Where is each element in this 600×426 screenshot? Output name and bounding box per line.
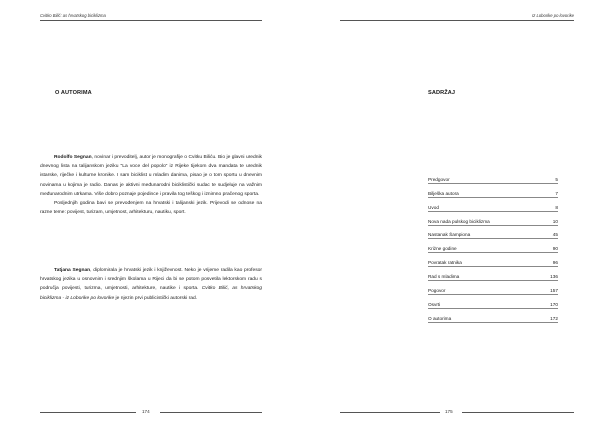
toc-page: 10	[552, 218, 558, 224]
toc-label: Nova nada pulskog biciklizma	[428, 218, 490, 224]
bio-paragraph	[40, 153, 262, 199]
toc-entry[interactable]	[428, 212, 558, 226]
toc-label: Nastanak Šampiona	[428, 232, 471, 238]
toc-entry[interactable]	[428, 226, 558, 240]
toc-label: Uvod	[428, 204, 439, 210]
toc-label: Povratak ratnika	[428, 260, 462, 266]
author-name: Tatjana Segnan	[54, 268, 91, 273]
running-header: Iz Loborike po lovorike	[532, 13, 574, 18]
toc-page: 157	[550, 288, 558, 294]
toc-page: 90	[552, 246, 558, 252]
running-header: Cvitko Bilić: as hrvatskog biciklizma	[40, 13, 106, 18]
toc-label: Kriżne godine	[428, 246, 457, 252]
toc-entry[interactable]	[428, 239, 558, 253]
header-rule	[40, 20, 262, 21]
page-footer	[0, 408, 300, 418]
toc-page: 136	[550, 274, 558, 280]
toc-entry[interactable]	[428, 281, 558, 295]
author-name: Rodolfo Segnan	[54, 155, 92, 160]
footer-rule	[160, 412, 262, 413]
toc-label: Pogovor	[428, 288, 446, 294]
footer-rule	[340, 412, 440, 413]
toc-entry[interactable]	[428, 184, 558, 198]
bio-text: , novinar i prevoditelj, autor je monografije o Cvitku Biliću. Bio je glavni urednik dnevnog lista na talijanskom jeziku "La voce del popolo" iz Rijeke tijekom dva mandata te urednik istarske, riječke i kulturne kronike. I sam biciklist u mladim danima, pisao je o tom sportu u dnevnim novinama u kojima je radio. Danas je aktivni međunarodni biciklistički sudac te sudjeluje na važnim međunarodnim utrkama. Više dobro poznaje pojedince i pravila tog teškog i iznimno pračenog sporta.	[40, 155, 262, 197]
table-of-contents	[428, 170, 558, 323]
bio-paragraph-2: Posljednjih godina bavi se prevođenjem na hrvatski i talijanski jezik. Prijevodi se odnose na razne teme: povijest, turizam, umjetnost, arhitekturu, nautiku, sport.	[40, 201, 262, 216]
bio-tatjana	[40, 266, 262, 303]
header-rule	[340, 20, 574, 21]
toc-page: 170	[550, 301, 558, 307]
toc-page: 96	[552, 260, 558, 266]
bio-paragraph	[40, 266, 262, 303]
toc-page: 7	[555, 190, 558, 196]
toc-entry[interactable]	[428, 295, 558, 309]
toc-label: Predgovor	[428, 176, 450, 182]
right-page	[300, 0, 600, 426]
toc-entry[interactable]	[428, 309, 558, 323]
toc-entry[interactable]	[428, 198, 558, 212]
toc-label: Osvrti	[428, 301, 441, 307]
page-number: 174	[142, 409, 150, 414]
toc-entry[interactable]	[428, 253, 558, 267]
bio-text-end: je njezin prvi publicistički autorski rad.	[114, 295, 198, 301]
toc-page: 5	[555, 176, 558, 182]
book-title: Cvitko Bilić, as hrvatskog biciklizma - iz Loborike po lovorike	[40, 286, 262, 301]
section-title: SADRŽAJ	[428, 90, 456, 96]
toc-entry[interactable]	[428, 267, 558, 281]
toc-page: 45	[552, 232, 558, 238]
page-number: 175	[445, 409, 453, 414]
toc-label: O autorima	[428, 315, 452, 321]
bio-text: , diplomirala je hrvatski jezik i književnost. Neko je vrijeme radila kao profesor hrvatskog jezika u osnovnim i srednjim školama u Rijeci da bi se potom posvetila lektorskom radu s područja povijesti, turizma, umjetnosti, arhitekture, nautike i sporta.	[40, 268, 262, 292]
footer-rule	[40, 412, 136, 413]
toc-label: Bilješka autora	[428, 190, 459, 196]
footer-rule	[462, 412, 574, 413]
toc-entry[interactable]	[428, 170, 558, 184]
toc-page: 172	[550, 315, 558, 321]
section-title: O AUTORIMA	[55, 90, 92, 96]
toc-label: Rad s mladima	[428, 274, 460, 280]
bio-rodolfo	[40, 153, 262, 217]
toc-page: 8	[555, 204, 558, 210]
page-footer	[300, 408, 600, 418]
